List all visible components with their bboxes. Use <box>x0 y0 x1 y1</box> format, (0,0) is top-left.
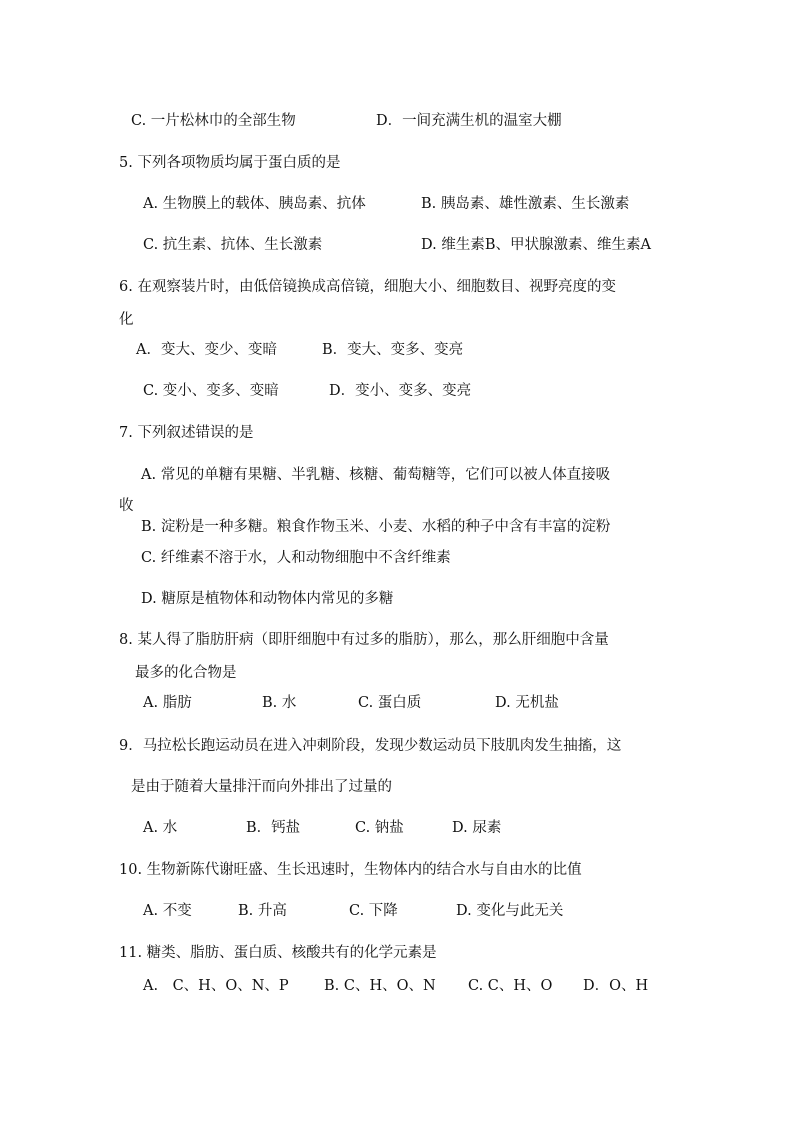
q10-stem: 10. 生物新陈代谢旺盛、生长迅速时，生物体内的结合水与自由水的比值 <box>119 862 582 878</box>
q5-option-d: D. 维生素B、甲状腺激素、维生素A <box>421 237 651 253</box>
q7-stem: 7. 下列叙述错误的是 <box>119 425 254 441</box>
q6-option-b: B．变大、变多、变亮 <box>322 342 464 358</box>
q9-stem-line2: 是由于随着大量排汗而向外排出了过量的 <box>131 779 392 795</box>
q8-stem-line2: 最多的化合物是 <box>135 665 237 681</box>
q8-option-c: C. 蛋白质 <box>358 695 422 711</box>
q6-option-a: A．变大、变少、变暗 <box>136 342 277 358</box>
q5-stem: 5. 下列各项物质均属于蛋白质的是 <box>119 155 341 171</box>
q6-stem-line2: 化 <box>119 312 134 328</box>
q10-option-d: D. 变化与此无关 <box>456 903 564 919</box>
q11-option-a: A. C、H、O、N、P <box>143 978 289 994</box>
q7-option-d: D. 糖原是植物体和动物体内常见的多糖 <box>141 591 394 607</box>
q8-option-b: B. 水 <box>262 695 297 711</box>
q8-stem-line1: 8. 某人得了脂肪肝病（即肝细胞中有过多的脂肪），那么，那么肝细胞中含量 <box>119 632 609 648</box>
q4-option-d: D．一间充满生机的温室大棚 <box>376 113 562 129</box>
q7-option-c: C. 纤维素不溶于水，人和动物细胞中不含纤维素 <box>141 550 451 566</box>
q8-option-d: D. 无机盐 <box>495 695 559 711</box>
q9-stem-line1: 9．马拉松长跑运动员在进入冲刺阶段，发现少数运动员下肢肌肉发生抽搐，这 <box>119 738 622 754</box>
q10-option-c: C. 下降 <box>349 903 398 919</box>
q7-option-b: B. 淀粉是一种多糖。粮食作物玉米、小麦、水稻的种子中含有丰富的淀粉 <box>141 519 611 535</box>
q11-option-b: B. C、H、O、N <box>324 978 436 994</box>
q11-stem: 11. 糖类、脂肪、蛋白质、核酸共有的化学元素是 <box>119 945 437 961</box>
q8-option-a: A. 脂肪 <box>143 695 192 711</box>
q5-option-c: C. 抗生素、抗体、生长激素 <box>143 237 323 253</box>
q11-option-d: D．O、H <box>583 978 649 994</box>
q5-option-b: B. 胰岛素、雄性激素、生长激素 <box>421 196 630 212</box>
q5-option-a: A. 生物膜上的载体、胰岛素、抗体 <box>143 196 366 212</box>
q4-option-c: C. 一片松林巾的全部生物 <box>131 113 296 129</box>
q6-option-d: D．变小、变多、变亮 <box>329 383 472 399</box>
q9-option-a: A. 水 <box>143 820 178 836</box>
q6-stem-line1: 6. 在观察装片时，由低倍镜换成高倍镜，细胞大小、细胞数目、视野亮度的变 <box>119 279 616 295</box>
q7-option-a-line1: A. 常见的单糖有果糖、半乳糖、核糖、葡萄糖等，它们可以被人体直接吸 <box>141 467 611 483</box>
q10-option-b: B. 升高 <box>238 903 287 919</box>
q11-option-c: C. C、H、O <box>468 978 553 994</box>
q9-option-c: C. 钠盐 <box>355 820 404 836</box>
q7-option-a-line2: 收 <box>119 498 134 514</box>
q9-option-d: D. 尿素 <box>452 820 502 836</box>
q6-option-c: C. 变小、变多、变暗 <box>143 383 279 399</box>
q9-option-b: B．钙盐 <box>246 820 301 836</box>
q10-option-a: A. 不变 <box>143 903 192 919</box>
